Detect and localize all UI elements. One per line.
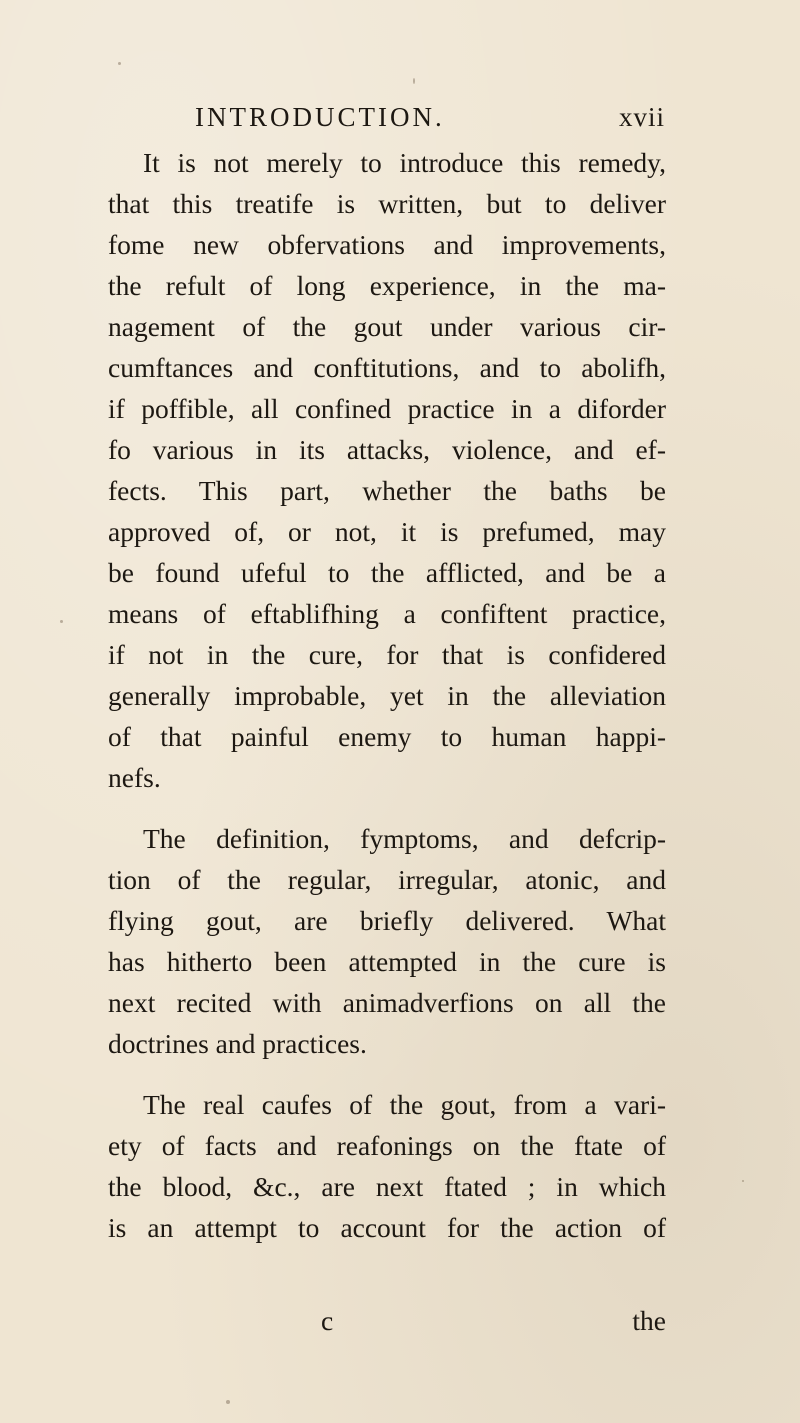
text-line: next recited with animadverfions on all the <box>108 987 666 1018</box>
text-line: that this treatife is written, but to deliver <box>108 188 666 219</box>
text-line: doctrines and practices. <box>108 1028 367 1059</box>
paper-speck <box>226 1400 230 1404</box>
text-line: ety of facts and reafonings on the ftate of <box>108 1130 666 1161</box>
running-head <box>195 102 665 136</box>
text-line: if not in the cure, for that is confidered <box>108 639 666 670</box>
text-line: cumftances and conftitutions, and to abolifh, <box>108 352 666 383</box>
text-line: is an attempt to account for the action of <box>108 1212 666 1243</box>
paper-speck <box>742 1180 744 1182</box>
paragraph-2 <box>108 818 666 1064</box>
text-line: fects. This part, whether the baths be <box>108 475 666 506</box>
text-line: of that painful enemy to human happi- <box>108 721 666 752</box>
paragraph-3 <box>108 1084 666 1248</box>
paper-speck <box>118 62 121 65</box>
paper-speck <box>60 620 63 623</box>
text-line: The definition, fymptoms, and defcrip- <box>143 823 666 854</box>
text-line: be found ufeful to the afflicted, and be a <box>108 557 666 588</box>
text-line: the blood, &c., are next ftated ; in which <box>108 1171 666 1202</box>
text-line: has hitherto been attempted in the cure is <box>108 946 666 977</box>
paragraph-1 <box>108 142 666 798</box>
page-number: xvii <box>618 102 665 132</box>
body-text <box>108 142 666 1248</box>
running-head-title: INTRODUCTION. <box>195 102 445 132</box>
page-footer <box>108 1305 666 1345</box>
text-line: nefs. <box>108 762 161 793</box>
text-line: nagement of the gout under various cir- <box>108 311 666 342</box>
text-line: The real caufes of the gout, from a vari- <box>143 1089 666 1120</box>
text-line: fo various in its attacks, violence, and ef- <box>108 434 666 465</box>
text-line: It is not merely to introduce this remedy, <box>143 147 666 178</box>
text-line: generally improbable, yet in the alleviation <box>108 680 666 711</box>
text-line: approved of, or not, it is prefumed, may <box>108 516 666 547</box>
paper-speck <box>413 78 415 84</box>
text-line: the refult of long experience, in the ma- <box>108 270 666 301</box>
text-line: fome new obfervations and improvements, <box>108 229 666 260</box>
text-line: if poffible, all confined practice in a diforder <box>108 393 666 424</box>
signature-mark: c <box>321 1305 334 1336</box>
catchword: the <box>632 1305 666 1336</box>
text-line: flying gout, are briefly delivered. What <box>108 905 666 936</box>
text-line: means of eftablifhing a confiftent practice, <box>108 598 666 629</box>
text-line: tion of the regular, irregular, atonic, and <box>108 864 666 895</box>
